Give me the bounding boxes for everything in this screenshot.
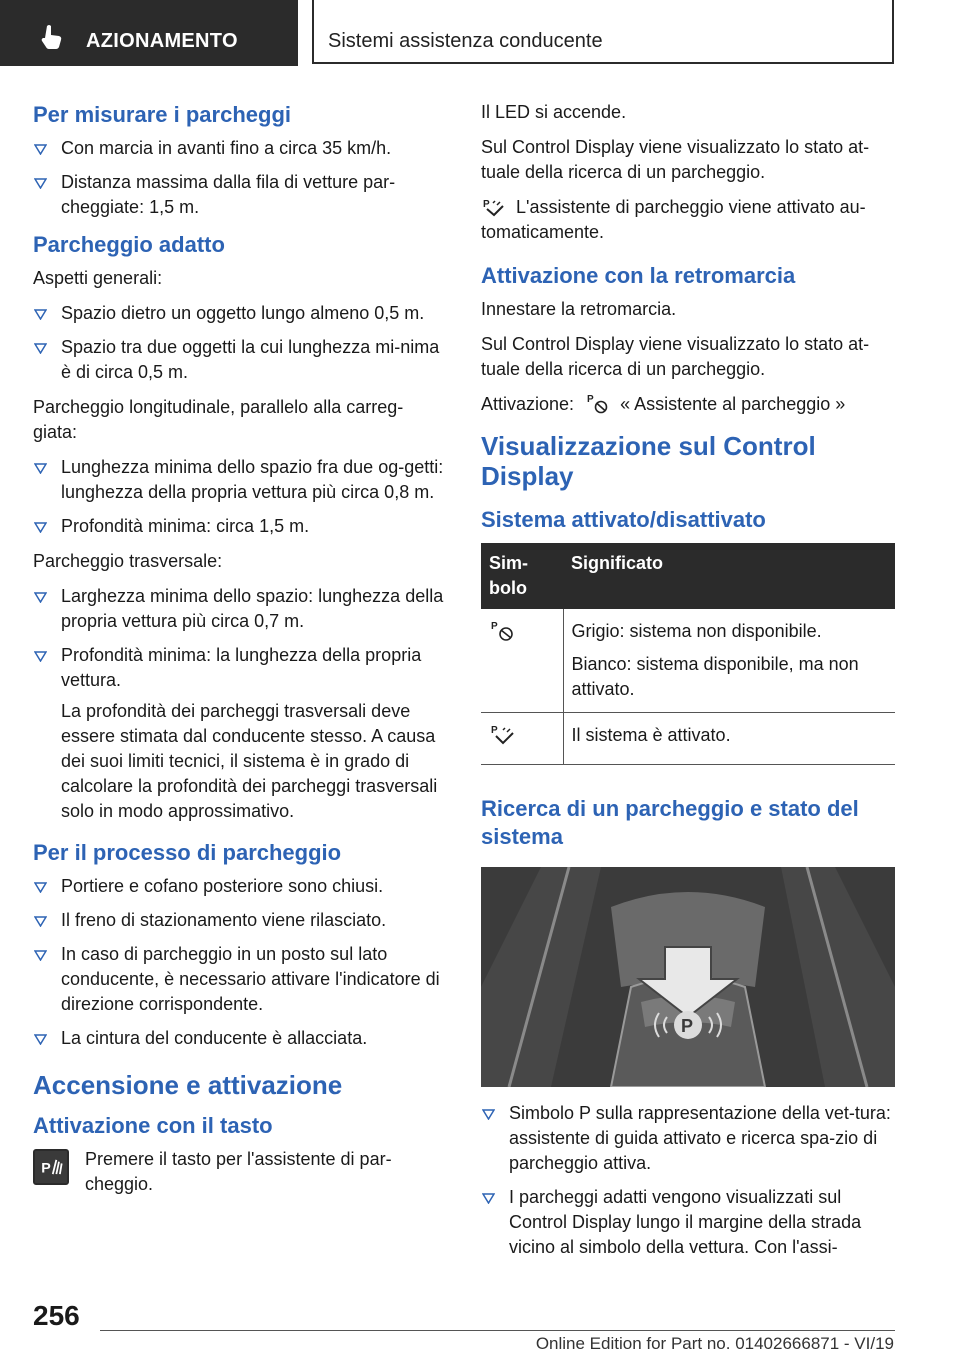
svg-text:P: P (587, 394, 594, 405)
transverse-list (33, 584, 447, 824)
list-item: Lunghezza minima dello spazio fra due og-getti: lunghezza della propria vettura più circa 0,8 m. (33, 455, 447, 505)
control-display-illustration (481, 867, 895, 1087)
list-item: In caso di parcheggio in un posto sul lato conducente, è necessario attivare l'indicatore di direzione corrispondente. (33, 942, 447, 1017)
right-column (481, 100, 895, 1270)
transverse-note: La profondità dei parcheggi trasversali deve essere stimata dal conducente stesso. A causa dei suoi limiti tecnici, il sistema è in grado di calcolare la profondità dei parcheggi trasversali solo in modo approssimativo. (61, 701, 438, 821)
list-item: Profondità minima: la lunghezza della propria vettura. La profondità dei parcheggi trasversali deve essere stimata dal conducente stesso. A causa dei suoi limiti tecnici, il sistema è in grado di calcolare la profondità dei parcheggi trasversali solo in modo approssimativo. (33, 643, 447, 824)
meaning-text: Bianco: sistema disponibile, ma non attivato. (571, 654, 859, 699)
table-row (481, 713, 895, 765)
list-item: Larghezza minima dello spazio: lunghezza della propria vettura più circa 0,7 m. (33, 584, 447, 634)
bullet-triangle-icon (34, 463, 47, 474)
process-heading: Per il processo di parcheggio (33, 840, 342, 865)
list-item: Profondità minima: circa 1,5 m. (33, 514, 447, 539)
transverse-intro: Parcheggio trasversale: (33, 551, 223, 571)
column-header-symbol: Sim-bolo (481, 543, 563, 609)
bullet-triangle-icon (34, 309, 47, 320)
park-assist-active-icon (481, 197, 507, 217)
button-instruction-text: Premere il tasto per l'assistente di par-cheggio. (85, 1149, 392, 1194)
chapter-tab (312, 0, 894, 64)
bullet-triangle-icon (34, 882, 47, 893)
edition-text: Online Edition for Part no. 01402666871 - VI/19 (535, 1334, 894, 1353)
section-tab (0, 0, 298, 66)
auto-activated-text: P L'assistente di parcheggio viene attivato au-tomaticamente. (481, 197, 866, 242)
search-heading: Ricerca di un parcheggio e stato del sistema (481, 796, 859, 849)
list-item: Distanza massima dalla fila di vetture par-cheggiate: 1,5 m. (33, 170, 447, 220)
list-item: Con marcia in avanti fino a circa 35 km/h. (33, 136, 447, 161)
park-assist-active-icon (489, 723, 519, 747)
hand-pointer-icon (40, 24, 64, 50)
general-intro: Aspetti generali: (33, 268, 163, 288)
activation-heading: Accensione e attivazione (33, 1070, 343, 1100)
meaning-text: Il sistema è attivato. (571, 725, 731, 745)
column-header-meaning: Significato (563, 543, 895, 609)
bullet-triangle-icon (34, 916, 47, 927)
footer-divider (100, 1330, 895, 1331)
bullet-triangle-icon (34, 144, 47, 155)
parallel-list (33, 455, 447, 539)
activation-line: Attivazione: P « Assistente al parcheggio » (481, 394, 846, 414)
measure-list (33, 136, 447, 220)
bullet-triangle-icon (34, 343, 47, 354)
general-list (33, 301, 447, 385)
list-item: Spazio dietro un oggetto lungo almeno 0,5 m. (33, 301, 447, 326)
system-state-heading: Sistema attivato/disattivato (481, 507, 766, 532)
bullet-triangle-icon (482, 1193, 495, 1204)
reverse-heading: Attivazione con la retromarcia (481, 263, 796, 288)
table-header-row (481, 543, 895, 609)
reverse-display-status: Sul Control Display viene visualizzato lo stato at-tuale della ricerca di un parcheggio. (481, 334, 870, 379)
table-row (481, 609, 895, 713)
list-item: Spazio tra due oggetti la cui lunghezza mi-nima è di circa 0,5 m. (33, 335, 447, 385)
bullet-triangle-icon (34, 592, 47, 603)
display-status-text: Sul Control Display viene visualizzato lo stato at-tuale della ricerca di un parcheggio. (481, 137, 870, 182)
bullet-triangle-icon (482, 1109, 495, 1120)
svg-text:P: P (491, 725, 498, 736)
page-header (0, 0, 960, 66)
park-assist-icon (585, 392, 611, 414)
bullet-triangle-icon (34, 651, 47, 662)
visualization-heading: Visualizzazione sul Control Display (481, 431, 816, 491)
parallel-intro: Parcheggio longitudinale, parallelo alla carreg-giata: (33, 397, 404, 442)
measure-heading: Per misurare i parcheggi (33, 102, 291, 127)
meaning-text: Grigio: sistema non disponibile. (571, 621, 822, 641)
search-list (481, 1101, 895, 1260)
section-label: AZIONAMENTO (86, 30, 238, 52)
svg-text:P: P (681, 1016, 694, 1036)
button-instruction (33, 1147, 447, 1197)
svg-text:P: P (41, 1160, 51, 1177)
bullet-triangle-icon (34, 950, 47, 961)
chapter-label: Sistemi assistenza conducente (328, 30, 603, 52)
bullet-triangle-icon (34, 178, 47, 189)
left-column (33, 100, 447, 1207)
park-assist-icon (489, 619, 519, 643)
park-assist-button-icon (33, 1149, 69, 1185)
reverse-step: Innestare la retromarcia. (481, 299, 677, 319)
bullet-triangle-icon (34, 1034, 47, 1045)
list-item: I parcheggi adatti vengono visualizzati sul Control Display lungo il margine della strada vicino al simbolo della vettura. Con l'assi- (481, 1185, 895, 1260)
process-list (33, 874, 447, 1051)
led-text: Il LED si accende. (481, 102, 627, 122)
list-item: La cintura del conducente è allacciata. (33, 1026, 447, 1051)
list-item: Portiere e cofano posteriore sono chiusi. (33, 874, 447, 899)
page-number: 256 (33, 1300, 80, 1331)
list-item: Simbolo P sulla rappresentazione della vet-tura: assistente di guida attivato e ricerca spa-zio di parcheggio attiva. (481, 1101, 895, 1176)
bullet-triangle-icon (34, 522, 47, 533)
svg-text:P: P (483, 199, 490, 210)
symbol-table (481, 543, 895, 765)
suitable-heading: Parcheggio adatto (33, 232, 225, 257)
button-activation-heading: Attivazione con il tasto (33, 1113, 273, 1138)
svg-text:P: P (491, 621, 498, 632)
list-item: Il freno di stazionamento viene rilasciato. (33, 908, 447, 933)
